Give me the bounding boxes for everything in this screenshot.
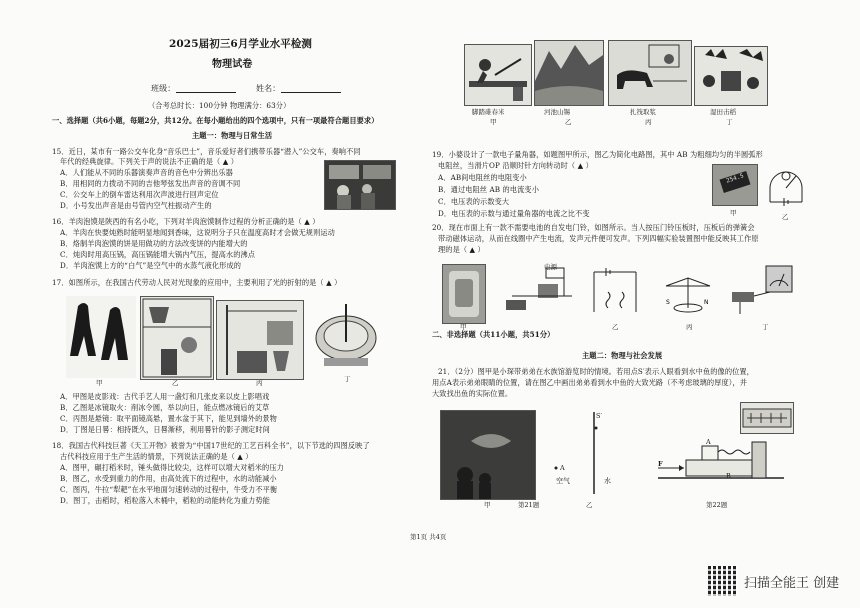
q18-image-bing	[608, 40, 692, 106]
q21-point-s: S′	[596, 412, 602, 420]
q20-stem-2: 带动磁体运动，从而在线圈中产生电流，发声元件便可发声。下列四幅实验装置图中能反映其工作原	[438, 234, 759, 243]
q19-option-b: B．通过电阻丝 AB 的电流变小	[438, 185, 539, 194]
q17-option-b: B．乙图是冰镜取火：削冰令圆，举以向日，能点燃冰镜后的艾草	[60, 403, 270, 412]
q21-figure-label: 第21题	[518, 501, 540, 509]
q21-point-a: A	[560, 464, 565, 472]
q17-sundial-image	[310, 302, 382, 370]
q17-caption-yi: 乙	[172, 379, 179, 387]
q17-stem: 17．如图所示，在我国古代劳动人民对光现象的应用中，主要利用了光的折射的是（ ▲ ）	[52, 278, 342, 287]
name-blank[interactable]	[281, 92, 341, 93]
section2-heading: 二、非选择题（共11小题，共51分）	[432, 330, 555, 339]
q20-caption-yi: 乙	[612, 323, 619, 331]
q19-circuit-diagram	[762, 162, 810, 212]
q18-option-c: C．图丙，牛拉“犁耙”在水平地面匀速转动的过程中，牛受力不平衡	[60, 485, 278, 494]
q16-option-d: D．羊肉泡馍上方的“白气”是空气中的水蒸气液化形成的	[60, 261, 242, 270]
svg-text:N: N	[704, 299, 709, 306]
q20-caption-ding: 丁	[762, 323, 769, 331]
q18-caption-ding: 湿田击稻	[710, 108, 736, 116]
q18-image-yi	[534, 40, 604, 106]
q18-caption-bing: 扎筏取浆	[630, 108, 656, 116]
q18-label-ding: 丁	[726, 118, 733, 126]
q18-option-d: D．图丁，击稻时，稻粒落入木桶中，稻粒的动能转化为重力势能	[60, 496, 270, 505]
q20-power-label: 电源	[544, 263, 557, 271]
q19-protractor-photo	[712, 164, 758, 206]
q20-doorbell-photo	[442, 264, 486, 324]
q21-water-label: 水	[604, 477, 611, 485]
q18-label-bing: 丙	[645, 118, 652, 126]
q17-ice-lens-image	[140, 296, 214, 380]
class-label: 班级：	[151, 84, 176, 93]
q21-air-label: 空气	[556, 477, 570, 485]
q17-shadow-play-image	[66, 296, 136, 378]
q18-image-ding	[694, 46, 768, 106]
q21-caption-jia: 甲	[484, 501, 491, 509]
class-blank[interactable]	[176, 92, 236, 93]
q18-image-jia	[464, 44, 532, 106]
q22-label-b: B	[726, 472, 731, 480]
q18-caption-jia: 脚踏碓春米	[472, 108, 505, 116]
q18-stem-1: 18．我国古代科技巨著《天工开物》被誉为“中国17世纪的工艺百科全书”，以下节选的四图反映了	[52, 441, 370, 450]
svg-text:S: S	[666, 299, 670, 306]
q20-stem-1: 20．现在市面上有一款不需要电池的自发电门铃，如图所示。当人按压门铃压板时，压板后的弹簧会	[432, 223, 755, 232]
q16-option-c: C．炖肉时用高压锅，高压锅能增大锅内气压，提高水的沸点	[60, 250, 256, 259]
q17-caption-jia: 甲	[96, 379, 103, 387]
q21-stem-1: 21．（2分）图甲是小琛带弟弟在水族馆游览时的情境。若用点S′表示人眼看到水中鱼的像的位置，	[438, 367, 754, 376]
q20-caption-bing: 丙	[686, 323, 693, 331]
q18-label-jia: 甲	[490, 118, 497, 126]
q22-spring-scale-photo	[740, 402, 794, 434]
q17-option-d: D．丁图是日晷：相持既久，日晷渐移，利用晷针的影子测定时间	[60, 425, 270, 434]
q16-option-b: B．烙制羊肉泡馍的饼是用做功的方法改变饼的内能增大的	[60, 239, 248, 248]
q17-caption-ding: 丁	[344, 375, 351, 383]
exam-info: （合考总时长：100分钟 物理满分：63分）	[148, 101, 291, 110]
q15-option-a: A．人们能从不同的乐器演奏声音的音色中分辨出乐器	[60, 168, 233, 177]
q18-option-a: A．图甲，碾打稻米时，锤头做得比较尖，这样可以增大对稻米的压力	[60, 463, 284, 472]
q15-stem-2: 年代的经典旋律。下列关于声的说法不正确的是（ ▲ ）	[60, 157, 239, 166]
q16-stem: 16．羊肉泡馍是陕西的有名小吃，下列对羊肉泡馍制作过程的分析正确的是（ ▲ ）	[52, 217, 320, 226]
exam-subject: 物理试卷	[212, 59, 253, 70]
q20-stem-3: 理的是（ ▲ ）	[438, 245, 485, 254]
q15-option-b: B．用相同的力拨动不同的吉他琴弦发出声音的音调不同	[60, 179, 241, 188]
q17-caption-bing: 丙	[256, 379, 263, 387]
q19-option-d: D．电压表的示数与通过量角器的电流之比不变	[438, 209, 590, 218]
q15-stem-1: 15．近日，某市有一路公交车化身“音乐巴士”，音乐爱好者们携带乐器“潜入”公交车，奏响不同	[52, 147, 361, 156]
exam-title: 2025届初三6月学业水平检测	[169, 38, 313, 50]
q19-option-c: C．电压表的示数变大	[438, 197, 510, 206]
q19-stem-2: 电阻丝，当滑片OP 沿顺时针方向转动时（ ▲ ）	[438, 161, 593, 170]
q20-apparatus-yi	[588, 264, 642, 320]
q20-apparatus-ding	[726, 262, 798, 320]
q18-option-b: B．图乙，水受到重力的作用，由高处流下的过程中，水的动能减小	[60, 474, 277, 483]
q21-stem-3: 大致找出鱼的实际位置。	[432, 389, 513, 398]
q18-label-yi: 乙	[565, 118, 572, 126]
q17-hanging-mirror-image	[216, 300, 304, 380]
q20-apparatus-bing	[660, 268, 716, 316]
q21-caption-yi: 乙	[586, 501, 593, 509]
q18-caption-yi: 河池山锡	[544, 108, 570, 116]
q20-apparatus-jia	[502, 264, 580, 320]
q22-figure-label: 第22题	[706, 501, 728, 509]
section1-theme: 主题一：物理与日常生活	[192, 131, 273, 140]
q19-caption-jia: 甲	[730, 209, 737, 217]
q19-display-readout: 254.5	[725, 172, 745, 185]
q18-stem-2: 古代科技应用于生产生活的情景，下列说法正确的是（ ▲ ）	[60, 452, 253, 461]
q21-stem-2: 用点A表示弟弟眼睛的位置，请在图乙中画出弟弟看到水中鱼的大致光路（不考虑玻璃的厚度），并	[432, 378, 748, 387]
q17-option-c: C．丙图是悬镜：取平面镜高悬，置水盆于其下，能见到墙外的景物	[60, 414, 277, 423]
q22-label-a: A	[706, 438, 711, 446]
name-label: 姓名：	[256, 84, 281, 93]
q15-option-d: D．小号发出声音是由号管内空气柱振动产生的	[60, 201, 212, 210]
q15-bus-photo	[324, 160, 396, 210]
section2-theme: 主题二：物理与社会发展	[582, 351, 663, 360]
q15-option-c: C．公交车上的倒车雷达利用次声波进行回声定位	[60, 190, 219, 199]
q20-caption-jia: 甲	[460, 323, 467, 331]
q21-aquarium-photo	[440, 410, 536, 500]
q16-option-a: A．羊肉在快要炖熟时能明显地闻到香味，这说明分子只在温度高时才会做无规则运动	[60, 228, 335, 237]
qr-code-icon	[708, 566, 738, 596]
page-footer: 第1页 共4页	[410, 533, 447, 541]
q19-option-a: A．AB间电阻丝的电阻变小	[438, 173, 527, 182]
q17-option-a: A．甲图是皮影戏：古代手艺人用一盏灯和几张皮来以皮上影唱戏	[60, 392, 270, 401]
q22-label-f: F	[658, 460, 663, 468]
q19-stem-1: 19．小婆设计了一款电子量角器，如题图甲所示，图乙为简化电路图，其中 AB 为粗细均匀的半圆弧形	[432, 150, 763, 159]
watermark-text: 扫描全能王 创建	[744, 576, 840, 591]
q19-caption-yi: 乙	[782, 213, 789, 221]
section1-heading: 一、选择题（共6小题，每题2分，共12分。在每小题给出的四个选项中，只有一项最符合题目要求）	[52, 116, 379, 125]
scanner-watermark	[708, 566, 848, 600]
